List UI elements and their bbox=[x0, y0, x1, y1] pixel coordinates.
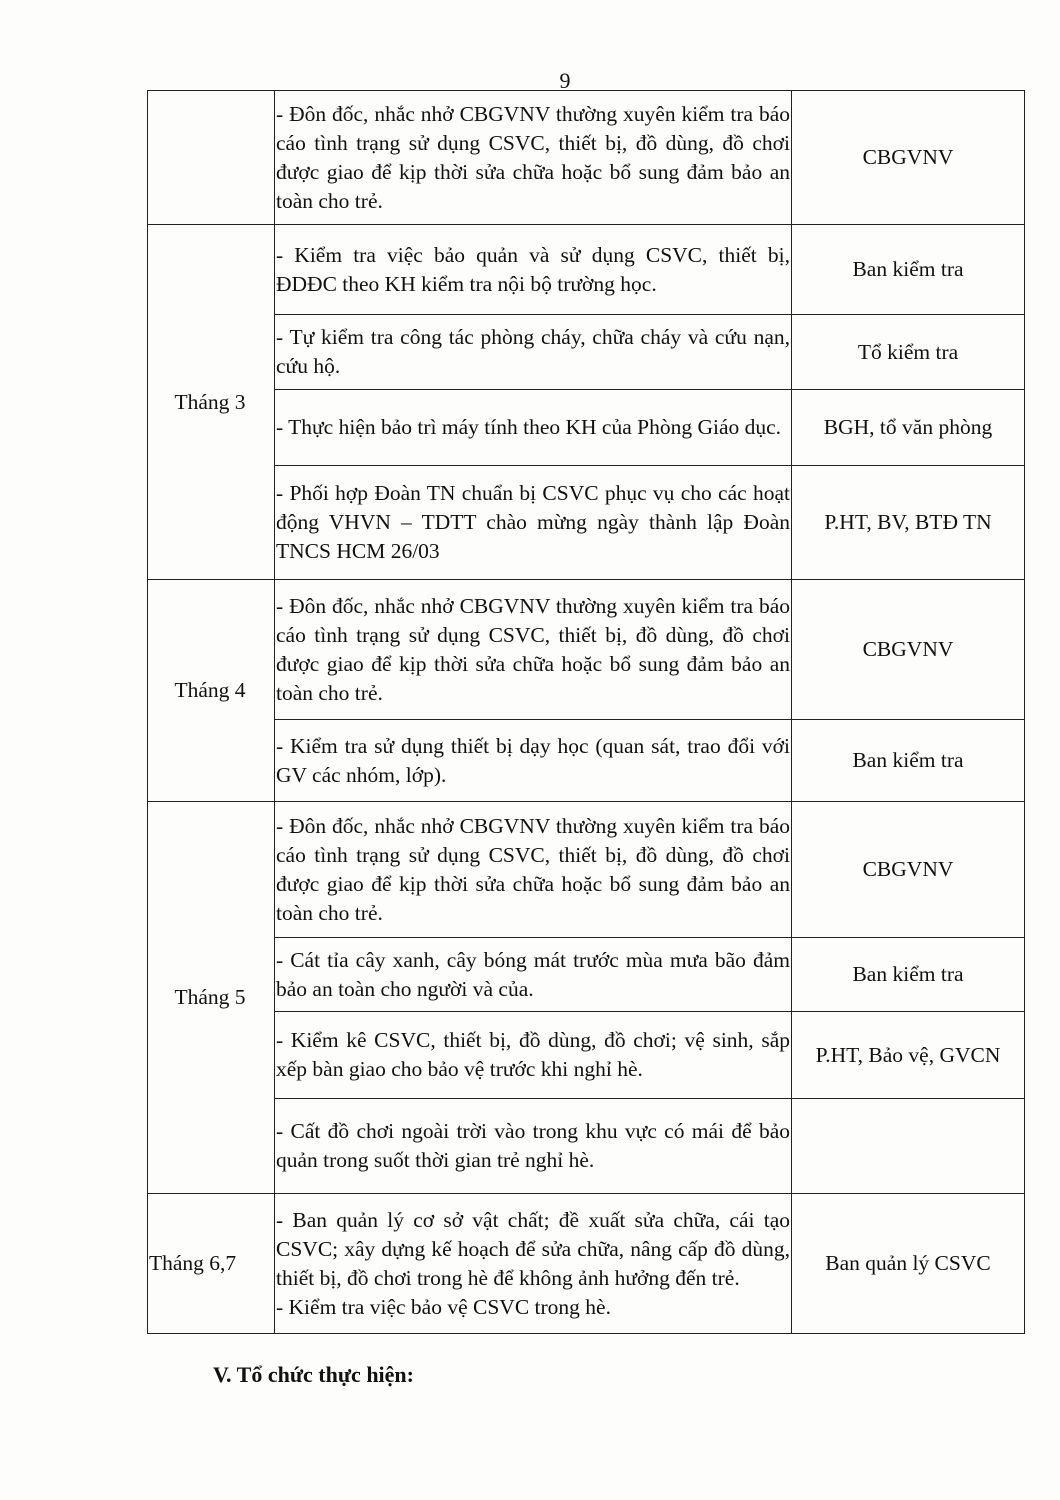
table-row bbox=[148, 1012, 1025, 1099]
table-row bbox=[148, 390, 1025, 466]
task-text: - Kiểm tra việc bảo quản và sử dụng CSVC, thiết bị, ĐDĐC theo KH kiểm tra nội bộ trường học. bbox=[276, 242, 790, 296]
task-text: - Kiểm kê CSVC, thiết bị, đồ dùng, đồ chơi; vệ sinh, sắp xếp bàn giao cho bảo vệ trước khi nghỉ hè. bbox=[276, 1028, 790, 1081]
facilities-plan-table bbox=[147, 90, 1025, 1334]
task-cell bbox=[275, 466, 792, 580]
task-text: - Phối hợp Đoàn TN chuẩn bị CSVC phục vụ cho các hoạt động VHVN – TDTT chào mừng ngày thành lập Đoàn TNCS HCM 26/03 bbox=[276, 481, 790, 563]
table-row bbox=[148, 91, 1025, 225]
table-row bbox=[148, 720, 1025, 802]
responsible-cell: Tổ kiểm tra bbox=[792, 315, 1025, 390]
table-row bbox=[148, 466, 1025, 580]
responsible-cell: BGH, tổ văn phòng bbox=[792, 390, 1025, 466]
section-heading: V. Tổ chức thực hiện: bbox=[213, 1362, 414, 1387]
table-row bbox=[148, 1194, 1025, 1334]
responsible-cell bbox=[792, 1099, 1025, 1194]
month-cell: Tháng 3 bbox=[148, 225, 275, 580]
task-cell bbox=[275, 390, 792, 466]
responsible-cell: P.HT, Bảo vệ, GVCN bbox=[792, 1012, 1025, 1099]
responsible-cell: Ban kiểm tra bbox=[792, 938, 1025, 1012]
task-text: - Thực hiện bảo trì máy tính theo KH của Phòng Giáo dục. bbox=[276, 415, 782, 439]
task-text: - Cát tỉa cây xanh, cây bóng mát trước mùa mưa bão đảm bảo an toàn cho người và của. bbox=[276, 947, 790, 1001]
task-text: - Cất đồ chơi ngoài trời vào trong khu vực có mái để bảo quản trong suốt thời gian trẻ nghỉ hè. bbox=[276, 1119, 790, 1172]
month-cell: Tháng 4 bbox=[148, 580, 275, 802]
table-row bbox=[148, 225, 1025, 315]
task-text: - Tự kiểm tra công tác phòng cháy, chữa cháy và cứu nạn, cứu hộ. bbox=[276, 325, 790, 378]
month-cell bbox=[148, 91, 275, 225]
table-row bbox=[148, 315, 1025, 390]
task-cell bbox=[275, 1012, 792, 1099]
task-cell bbox=[275, 580, 792, 720]
task-text: - Đôn đốc, nhắc nhở CBGVNV thường xuyên kiểm tra báo cáo tình trạng sử dụng CSVC, thiết bị, đồ dùng, đồ chơi được giao để kịp thời sửa chữa hoặc bổ sung đảm bảo an toàn cho trẻ. bbox=[276, 593, 790, 705]
page-number: 9 bbox=[559, 68, 571, 93]
task-cell bbox=[275, 225, 792, 315]
responsible-cell: P.HT, BV, BTĐ TN bbox=[792, 466, 1025, 580]
task-cell bbox=[275, 802, 792, 938]
month-cell: Tháng 5 bbox=[148, 802, 275, 1194]
responsible-cell: Ban kiểm tra bbox=[792, 720, 1025, 802]
task-cell bbox=[275, 720, 792, 802]
task-text: - Ban quản lý cơ sở vật chất; đề xuất sửa chữa, cái tạo CSVC; xây dựng kế hoạch để sửa chữa, nâng cấp đồ dùng, thiết bị, đồ chơi trong hè để không ảnh hưởng đến trẻ. bbox=[276, 1207, 790, 1290]
task-text: - Đôn đốc, nhắc nhở CBGVNV thường xuyên kiểm tra báo cáo tình trạng sử dụng CSVC, thiết bị, đồ dùng, đồ chơi được giao để kịp thời sửa chữa hoặc bổ sung đảm bảo an toàn cho trẻ. bbox=[276, 101, 790, 213]
responsible-cell: CBGVNV bbox=[792, 91, 1025, 225]
table-row bbox=[148, 802, 1025, 938]
task-text: - Đôn đốc, nhắc nhở CBGVNV thường xuyên kiểm tra báo cáo tình trạng sử dụng CSVC, thiết bị, đồ dùng, đồ chơi được giao để kịp thời sửa chữa hoặc bổ sung đảm bảo an toàn cho trẻ. bbox=[276, 813, 790, 925]
task-cell bbox=[275, 938, 792, 1012]
task-cell bbox=[275, 315, 792, 390]
task-cell bbox=[275, 1194, 792, 1334]
table-row bbox=[148, 580, 1025, 720]
task-text: - Kiểm tra việc bảo vệ CSVC trong hè. bbox=[276, 1294, 611, 1319]
task-cell bbox=[275, 1099, 792, 1194]
month-cell: Tháng 6,7 bbox=[148, 1194, 275, 1334]
responsible-cell: Ban kiểm tra bbox=[792, 225, 1025, 315]
responsible-cell: Ban quản lý CSVC bbox=[792, 1194, 1025, 1334]
task-cell bbox=[275, 91, 792, 225]
table-row bbox=[148, 1099, 1025, 1194]
responsible-cell: CBGVNV bbox=[792, 802, 1025, 938]
task-text: - Kiểm tra sử dụng thiết bị dạy học (quan sát, trao đổi với GV các nhóm, lớp). bbox=[276, 733, 790, 787]
responsible-cell: CBGVNV bbox=[792, 580, 1025, 720]
table-row bbox=[148, 938, 1025, 1012]
